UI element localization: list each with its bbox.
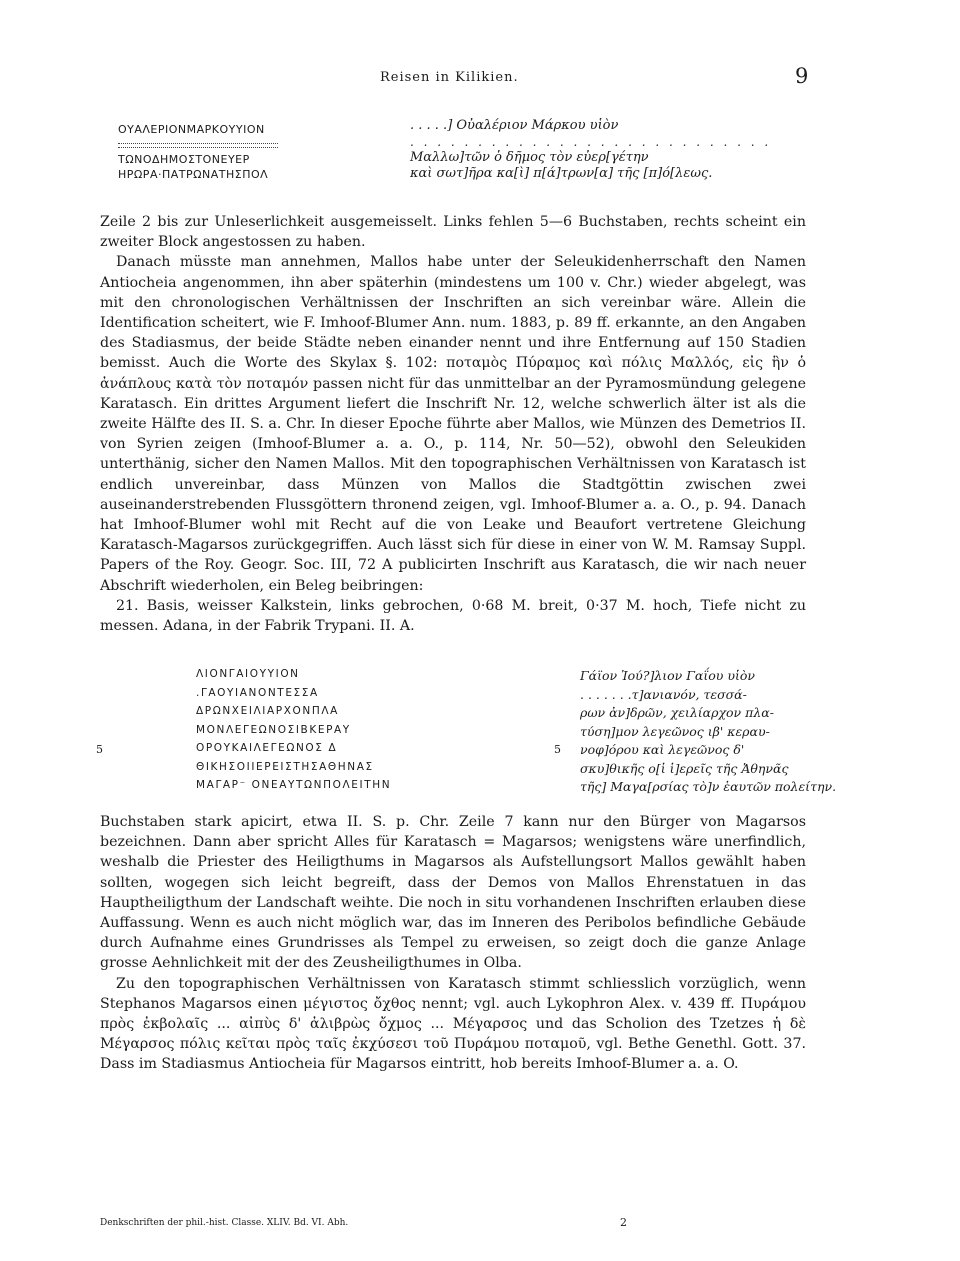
erased-line	[118, 137, 288, 152]
signature-mark: 2	[620, 1216, 627, 1229]
paragraph: Danach müsste man annehmen, Mallos habe unter der Seleukidenherrschaft den Namen Antiocheia angenommen, ihn aber späterhin (mindestens um 100 v. Chr.) wieder abgelegt, was mit den chronologischen Verhältnissen der Inschriften an sich vereinbar wäre. Allein die Identification scheitert, wie F. Imhoof-Blumer Ann. num. 1883, p. 89 ff. erkannte, an den Angaben des Stadiasmus, der beide Städte neben einander nennt und ihre Entfernung auf 150 Stadien bemisst. Auch die Worte des Skylax §. 102: ποταμὸς Πύραμος καὶ πόλις Μαλλός, εἰς ἣν ὁ ἀνάπλους κατὰ τὸν ποταμόν passen nicht für das unmittelbar an der Pyramosmündung gelegene Karatasch. Ein drittes Argument liefert die Inschrift Nr. 12, welche schwerlich älter ist als die zweite Hälfte des II. S. a. Chr. In dieser Epoche führte aber Mallos, wie Münzen des Demetrios II. von Syrien zeigen (Imhoof-Blumer a. a. O., p. 114, Nr. 50—52), obwohl den Seleukiden unterthänig, sicher den Namen Mallos. Mit den topographischen Verhältnissen von Karatasch ist endlich unvereinbar, dass Münzen von Mallos die Stadtgöttin zwischen zwei auseinanderstrebenden Flussgöttern thronend zeigen, vgl. Imhoof-Blumer a. a. O., p. 94. Danach hat Imhoof-Blumer wohl mit Recht auf die von Leake und Beaufort vertretene Gleichung Karatasch-Magarsos zurückgegriffen. Auch lässt sich für diese in einer von W. M. Ramsay Suppl. Papers of the Roy. Geogr. Soc. III, 72 A publicirten Inschrift aus Karatasch, die wir nach neuer Abschrift wiederholen, ein Beleg beibringen:	[100, 254, 806, 594]
inscription-line: ΤΩΝΟΔΗΜΟΣΤΟΝΕΥΕΡ	[118, 153, 250, 166]
inscription-line: .ΓΑΟΥΙΑΝΟΝΤΕΣΣΑ	[196, 686, 319, 699]
transcription-line: ρων ἀν]δρῶν, χειλίαρχον πλα-	[580, 705, 774, 720]
inscription-line: ΟΥΑΛΕΡΙΟΝΜΑΡΚΟΥΥΙΟΝ	[118, 123, 265, 136]
inscription-transcription-column	[486, 668, 837, 798]
line-number: 5	[96, 743, 103, 756]
paragraph: Zeile 2 bis zur Unleserlichkeit ausgemeisselt. Links fehlen 5—6 Buchstaben, rechts scheint ein zweiter Block angestossen zu haben.	[100, 214, 806, 251]
transcription-line: σκυ]θικῆς ο[ἱ ἱ]ερεῖς τῆς Ἀθηνᾶς	[580, 760, 789, 776]
transcription-line: . . . . .] Οὐαλέριον Μάρκου υἱὸν	[410, 118, 619, 133]
transcription-line: . . . . . . . . . . . . . . . . . . . . . . . . . . .	[410, 135, 772, 149]
transcription-line: Μαλλω]τῶν ὁ δῆμος τὸν εὐερ[γέτην	[410, 150, 649, 165]
line-number: 5	[554, 743, 561, 756]
transcription-line: τῆς] Μαγα[ρσίας τὸ]ν ἑαυτῶν πολείτην.	[580, 779, 837, 794]
inscription-line: ΜΟΝΛΕΓΕΩΝΟΣΙΒΚΕΡΑΥ	[196, 723, 351, 736]
paragraph: 21. Basis, weisser Kalkstein, links gebrochen, 0·68 M. breit, 0·37 M. hoch, Tiefe nicht zu messen. Adana, in der Fabrik Trypani. II. A.	[100, 597, 806, 635]
paragraph: Buchstaben stark apicirt, etwa II. S. p. Chr. Zeile 7 kann nur den Bürger von Magarsos bezeichnen. Dann aber spricht Alles für Karatasch = Magarsos; wenigstens wäre unerfindlich, weshalb die Priester des Heiligthums in Magarsos als Aufstellungsort Mallos gewählt haben sollten, wogegen sich leicht begreift, dass der Demos von Mallos Ehrenstatuen in das Hauptheiligthum der Landschaft weihte. Die noch in situ vorhandenen Inschriften erlauben diese Auffassung. Wenn es auch nicht möglich war, das im Inneren des Peribolos befindliche Gebäude durch Aufnahme eines Grundrisses als Tempel zu erweisen, so zeigt doch die ganze Anlage grosse Aehnlichkeit mit der des Zeusheiligthumes in Olba.	[100, 814, 806, 972]
inscription-line: ΜΑΓΑΡ⁻ ΟΝΕΑΥΤΩΝΠΟΛΕΙΤΗΝ	[196, 779, 392, 791]
transcription-line: νοφ]όρου καὶ λεγεῶνος δ'	[580, 742, 745, 757]
transcription-line: . . . . . . .τ]ανιανόν, τεσσά-	[580, 686, 747, 702]
body-text-section-1	[100, 212, 806, 636]
inscription-line: ΔΡΩΝΧΕΙΛΙΑΡΧΟΝΠΛΑ	[196, 705, 339, 717]
transcription-line: καὶ σωτ]ῆρα κα[ὶ] π[ά]τρων[α] τῆς [π]ό[λεως.	[410, 166, 713, 181]
inscription-majuscule-block	[118, 122, 288, 182]
inscription-transcription	[410, 118, 770, 182]
transcription-line: τύση]μον λεγεῶνος ιβ' κεραυ-	[580, 723, 770, 739]
footer-citation: Denkschriften der phil.-hist. Classe. XLIV. Bd. VI. Abh.	[100, 1218, 349, 1228]
inscription-line: ΟΡΟΥΚΑΙΛΕΓΕΩΝΟΣ Δ	[196, 742, 338, 754]
transcription-line: Γάϊον Ἰού?]λιον Γαΐου υἱὸν	[580, 668, 755, 683]
inscription-line: ΘΙΚΗΣΟΙΙΕΡΕΙΣΤΗΣΑΘΗΝΑΣ	[196, 760, 374, 773]
body-text-section-2	[100, 812, 806, 1075]
inscription-line: ΛΙΟΝΓΑΙΟΥΥΙΟΝ	[196, 668, 300, 680]
running-header: Reisen in Kilikien.	[380, 70, 519, 85]
inscription-21	[96, 668, 837, 808]
inscription-line: ΗΡΩΡΑ·ΠΑΤΡΩΝΑΤΗΣΠΟΛ	[118, 168, 269, 181]
paragraph: Zu den topographischen Verhältnissen von Karatasch stimmt schliesslich vorzüglich, wenn Stephanos Magarsos einen μέγιστος ὄχθος nennt; vgl. auch Lykophron Alex. v. 439 ff. Πυράμου πρὸς ἐκβολαῖς ... αἰπὺς δ' ἀλιβρὼς ὄχμος ... Μέγαρσος und das Scholion des Tzetzes ἡ δὲ Μέγαρσος πόλις κεῖται πρὸς ταῖς ἐκχύσεσι τοῦ Πυράμου ποταμοῦ, vgl. Bethe Genethl. Gott. 37. Dass im Stadiasmus Antiocheia für Magarsos eintritt, hob bereits Imhoof-Blumer a. a. O.	[100, 975, 806, 1073]
page-number: 9	[795, 64, 809, 88]
inscription-majuscule-column	[96, 668, 426, 798]
